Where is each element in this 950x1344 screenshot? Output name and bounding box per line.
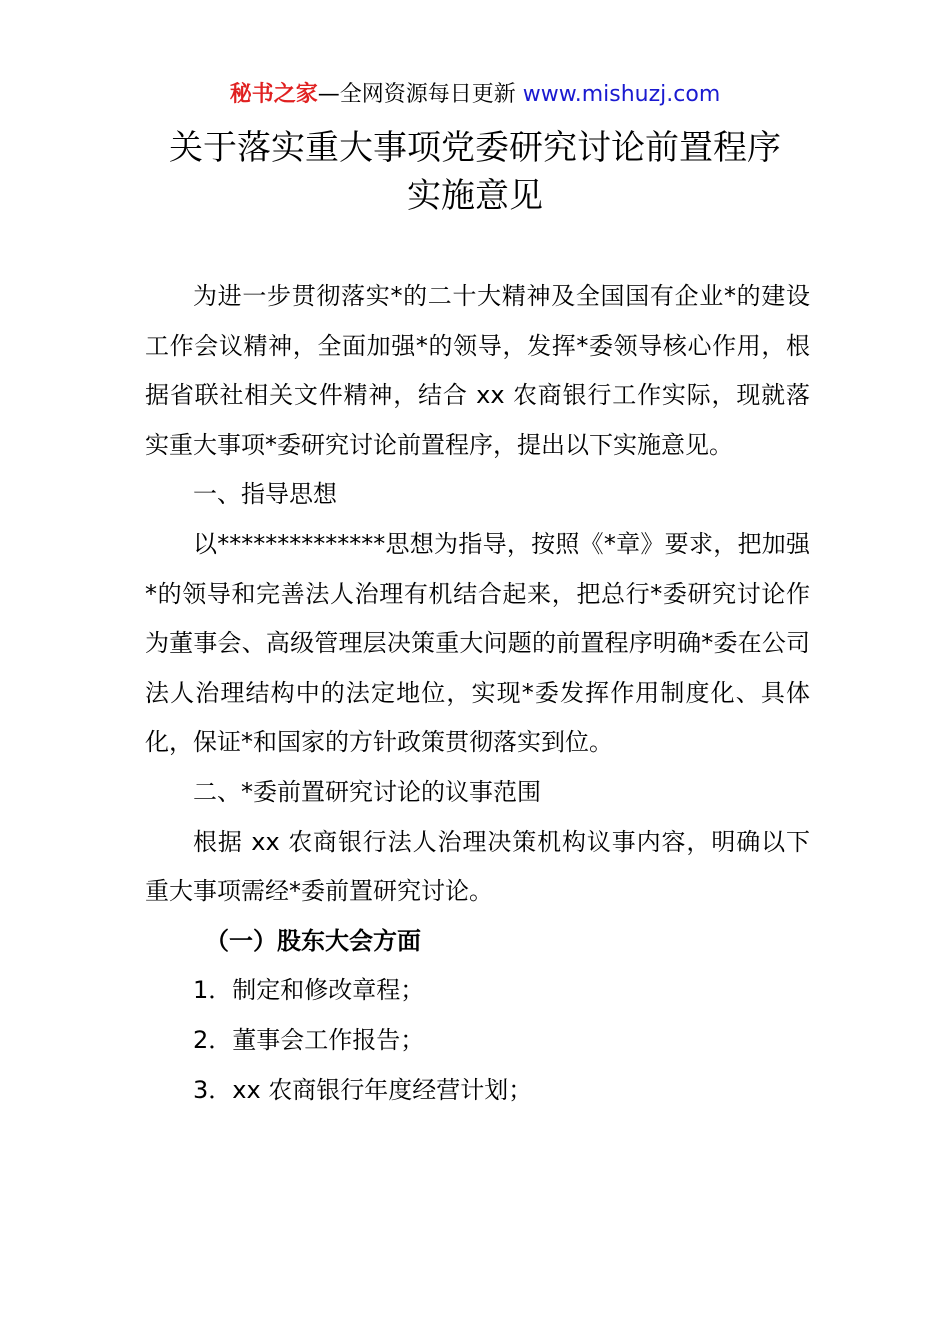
title-line-1: 关于落实重大事项党委研究讨论前置程序 — [169, 128, 781, 168]
site-brand: 秘书之家 — [229, 82, 318, 107]
section-2-paragraph: 根据 xx 农商银行法人治理决策机构议事内容，明确以下重大事项需经*委前置研究讨论。 — [145, 827, 810, 906]
list-item: 3．xx 农商银行年度经营计划； — [193, 1075, 533, 1104]
section-1-paragraph: 以**************思想为指导，按照《*章》要求，把加强*的领导和完善法人治理有机结合起来，把总行*委研究讨论作为董事会、高级管理层决策重大问题的前置程序明确*委在公司法人治理结构中的法定地位，实现*委发挥作用制度化、具体化，保证*和国家的方针政策贯彻落实到位。 — [145, 529, 810, 757]
list-item: 1．制定和修改章程； — [193, 976, 425, 1005]
document-body — [145, 272, 810, 1115]
document-title — [0, 124, 950, 220]
list-item: 2．董事会工作报告； — [193, 1025, 425, 1054]
section-2-heading: 二、*委前置研究讨论的议事范围 — [193, 777, 541, 806]
intro-paragraph: 为进一步贯彻落实*的二十大精神及全国国有企业*的建设工作会议精神，全面加强*的领导，发挥*委领导核心作用，根据省联社相关文件精神，结合 xx 农商银行工作实际，现就落实重大事项*委研究讨论前置程序，提出以下实施意见。 — [145, 282, 810, 459]
site-slogan: —全网资源每日更新 — [317, 82, 516, 107]
title-line-2: 实施意见 — [407, 176, 543, 216]
subsection-1-heading: （一）股东大会方面 — [205, 926, 421, 955]
section-1-heading: 一、指导思想 — [193, 480, 337, 509]
site-url-link[interactable]: www.mishuzj.com — [515, 82, 721, 107]
site-header — [0, 78, 950, 112]
